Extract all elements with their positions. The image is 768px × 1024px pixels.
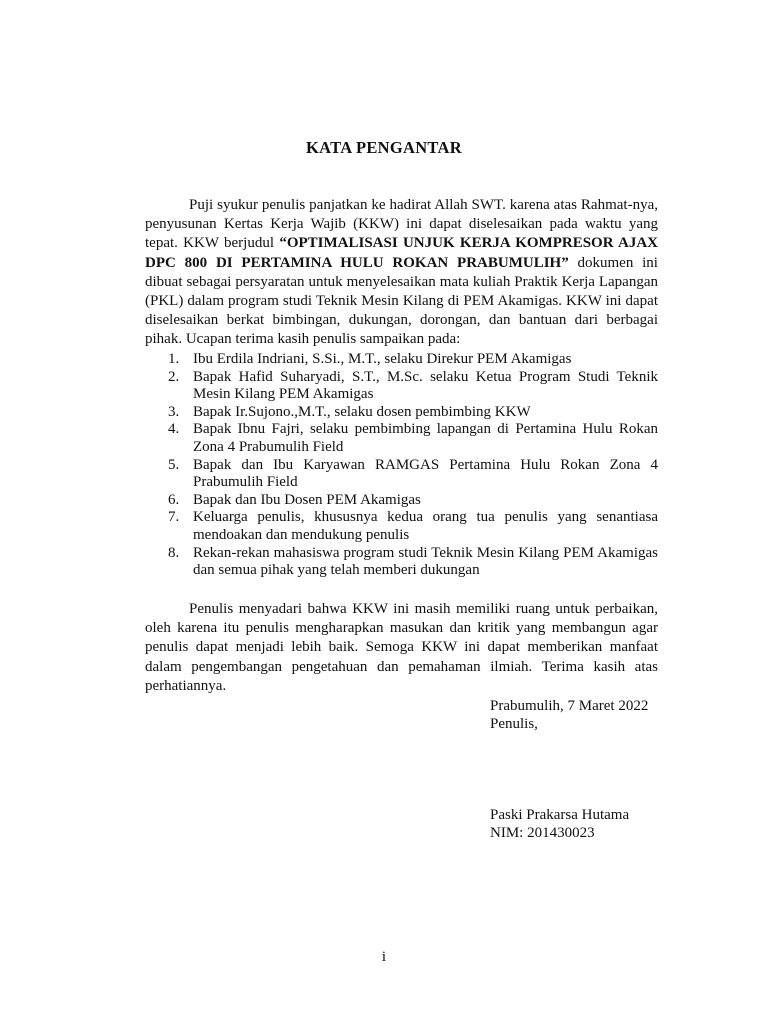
closing-text: Penulis menyadari bahwa KKW ini masih memiliki ruang untuk perbaikan, oleh karena itu penulis mengharapkan masukan dan kritik yang membangun agar penulis dapat menjadi lebih baik. Semoga KKW ini dapat memberikan manfaat dalam pengembangan pengetahuan dan pemahaman ilmiah. Terima kasih atas perhatiannya.	[145, 601, 658, 694]
author-nim: NIM: 201430023	[490, 825, 595, 841]
list-item-text: Bapak Hafid Suharyadi, S.T., M.Sc. selaku Ketua Program Studi Teknik Mesin Kilang PEM Akamigas	[193, 368, 658, 403]
list-item-text: Bapak Ibnu Fajri, selaku pembimbing lapangan di Pertamina Hulu Rokan Zona 4 Prabumulih Field	[193, 421, 658, 455]
list-item	[145, 369, 658, 404]
list-item-number: 8.	[168, 544, 180, 561]
signature-block	[490, 806, 629, 842]
list-item	[145, 545, 658, 580]
list-item	[145, 509, 658, 544]
intro-text-end: dokumen ini dibuat sebagai persyaratan untuk menyelesaikan mata kuliah Praktik Kerja Lapangan (PKL) dalam program studi Teknik Mesin Kilang di PEM Akamigas. KKW ini dapat diselesaikan berkat bimbingan, dukungan, dorongan, dan bantuan dari berbagai pihak. Ucapan terima kasih penulis sampaikan pada:	[145, 254, 658, 348]
list-item-number: 5.	[168, 456, 180, 473]
list-item	[145, 492, 658, 510]
list-item-text: Bapak dan Ibu Dosen PEM Akamigas	[193, 491, 421, 508]
list-item-number: 3.	[168, 403, 180, 420]
list-item-text: Bapak Ir.Sujono.,M.T., selaku dosen pembimbing KKW	[193, 403, 531, 420]
list-item-number: 4.	[168, 421, 180, 438]
place-date: Prabumulih, 7 Maret 2022	[490, 698, 649, 714]
list-item	[145, 421, 658, 456]
list-item-text: Rekan-rekan mahasiswa program studi Teknik Mesin Kilang PEM Akamigas dan semua pihak yang telah memberi dukungan	[193, 544, 658, 579]
list-item-text: Bapak dan Ibu Karyawan RAMGAS Pertamina Hulu Rokan Zona 4 Prabumulih Field	[193, 456, 658, 491]
list-item	[145, 457, 658, 492]
list-item-number: 2.	[168, 368, 180, 385]
intro-text-start: Puji syukur penulis panjatkan ke hadirat Allah SWT. karena atas Rahmat-nya, penyusunan Kertas Kerja Wajib (KKW) ini dapat diselesaikan pada waktu yang tepat. KKW berjudul	[145, 197, 658, 252]
list-item	[145, 404, 658, 422]
list-item-number: 7.	[168, 509, 180, 526]
list-item	[145, 351, 658, 369]
list-item-text: Ibu Erdila Indriani, S.Si., M.T., selaku Direkur PEM Akamigas	[193, 351, 572, 367]
list-item-number: 1.	[168, 351, 180, 367]
list-item-number: 6.	[168, 491, 180, 508]
page-number: i	[381, 949, 387, 965]
author-name: Paski Prakarsa Hutama	[490, 807, 630, 823]
acknowledgement-list	[145, 351, 658, 580]
report-title: “OPTIMALISASI UNJUK KERJA KOMPRESOR AJAX DPC 800 DI PERTAMINA HULU ROKAN PRABUMULIH”	[145, 235, 658, 271]
closing-paragraph	[145, 600, 658, 696]
intro-paragraph	[145, 196, 658, 350]
list-item-text: Keluarga penulis, khususnya kedua orang tua penulis yang senantiasa mendoakan dan mendukung penulis	[193, 509, 658, 543]
signature-role: Penulis,	[490, 716, 538, 732]
page-title: KATA PENGANTAR	[306, 138, 462, 157]
signature-header	[490, 697, 648, 733]
